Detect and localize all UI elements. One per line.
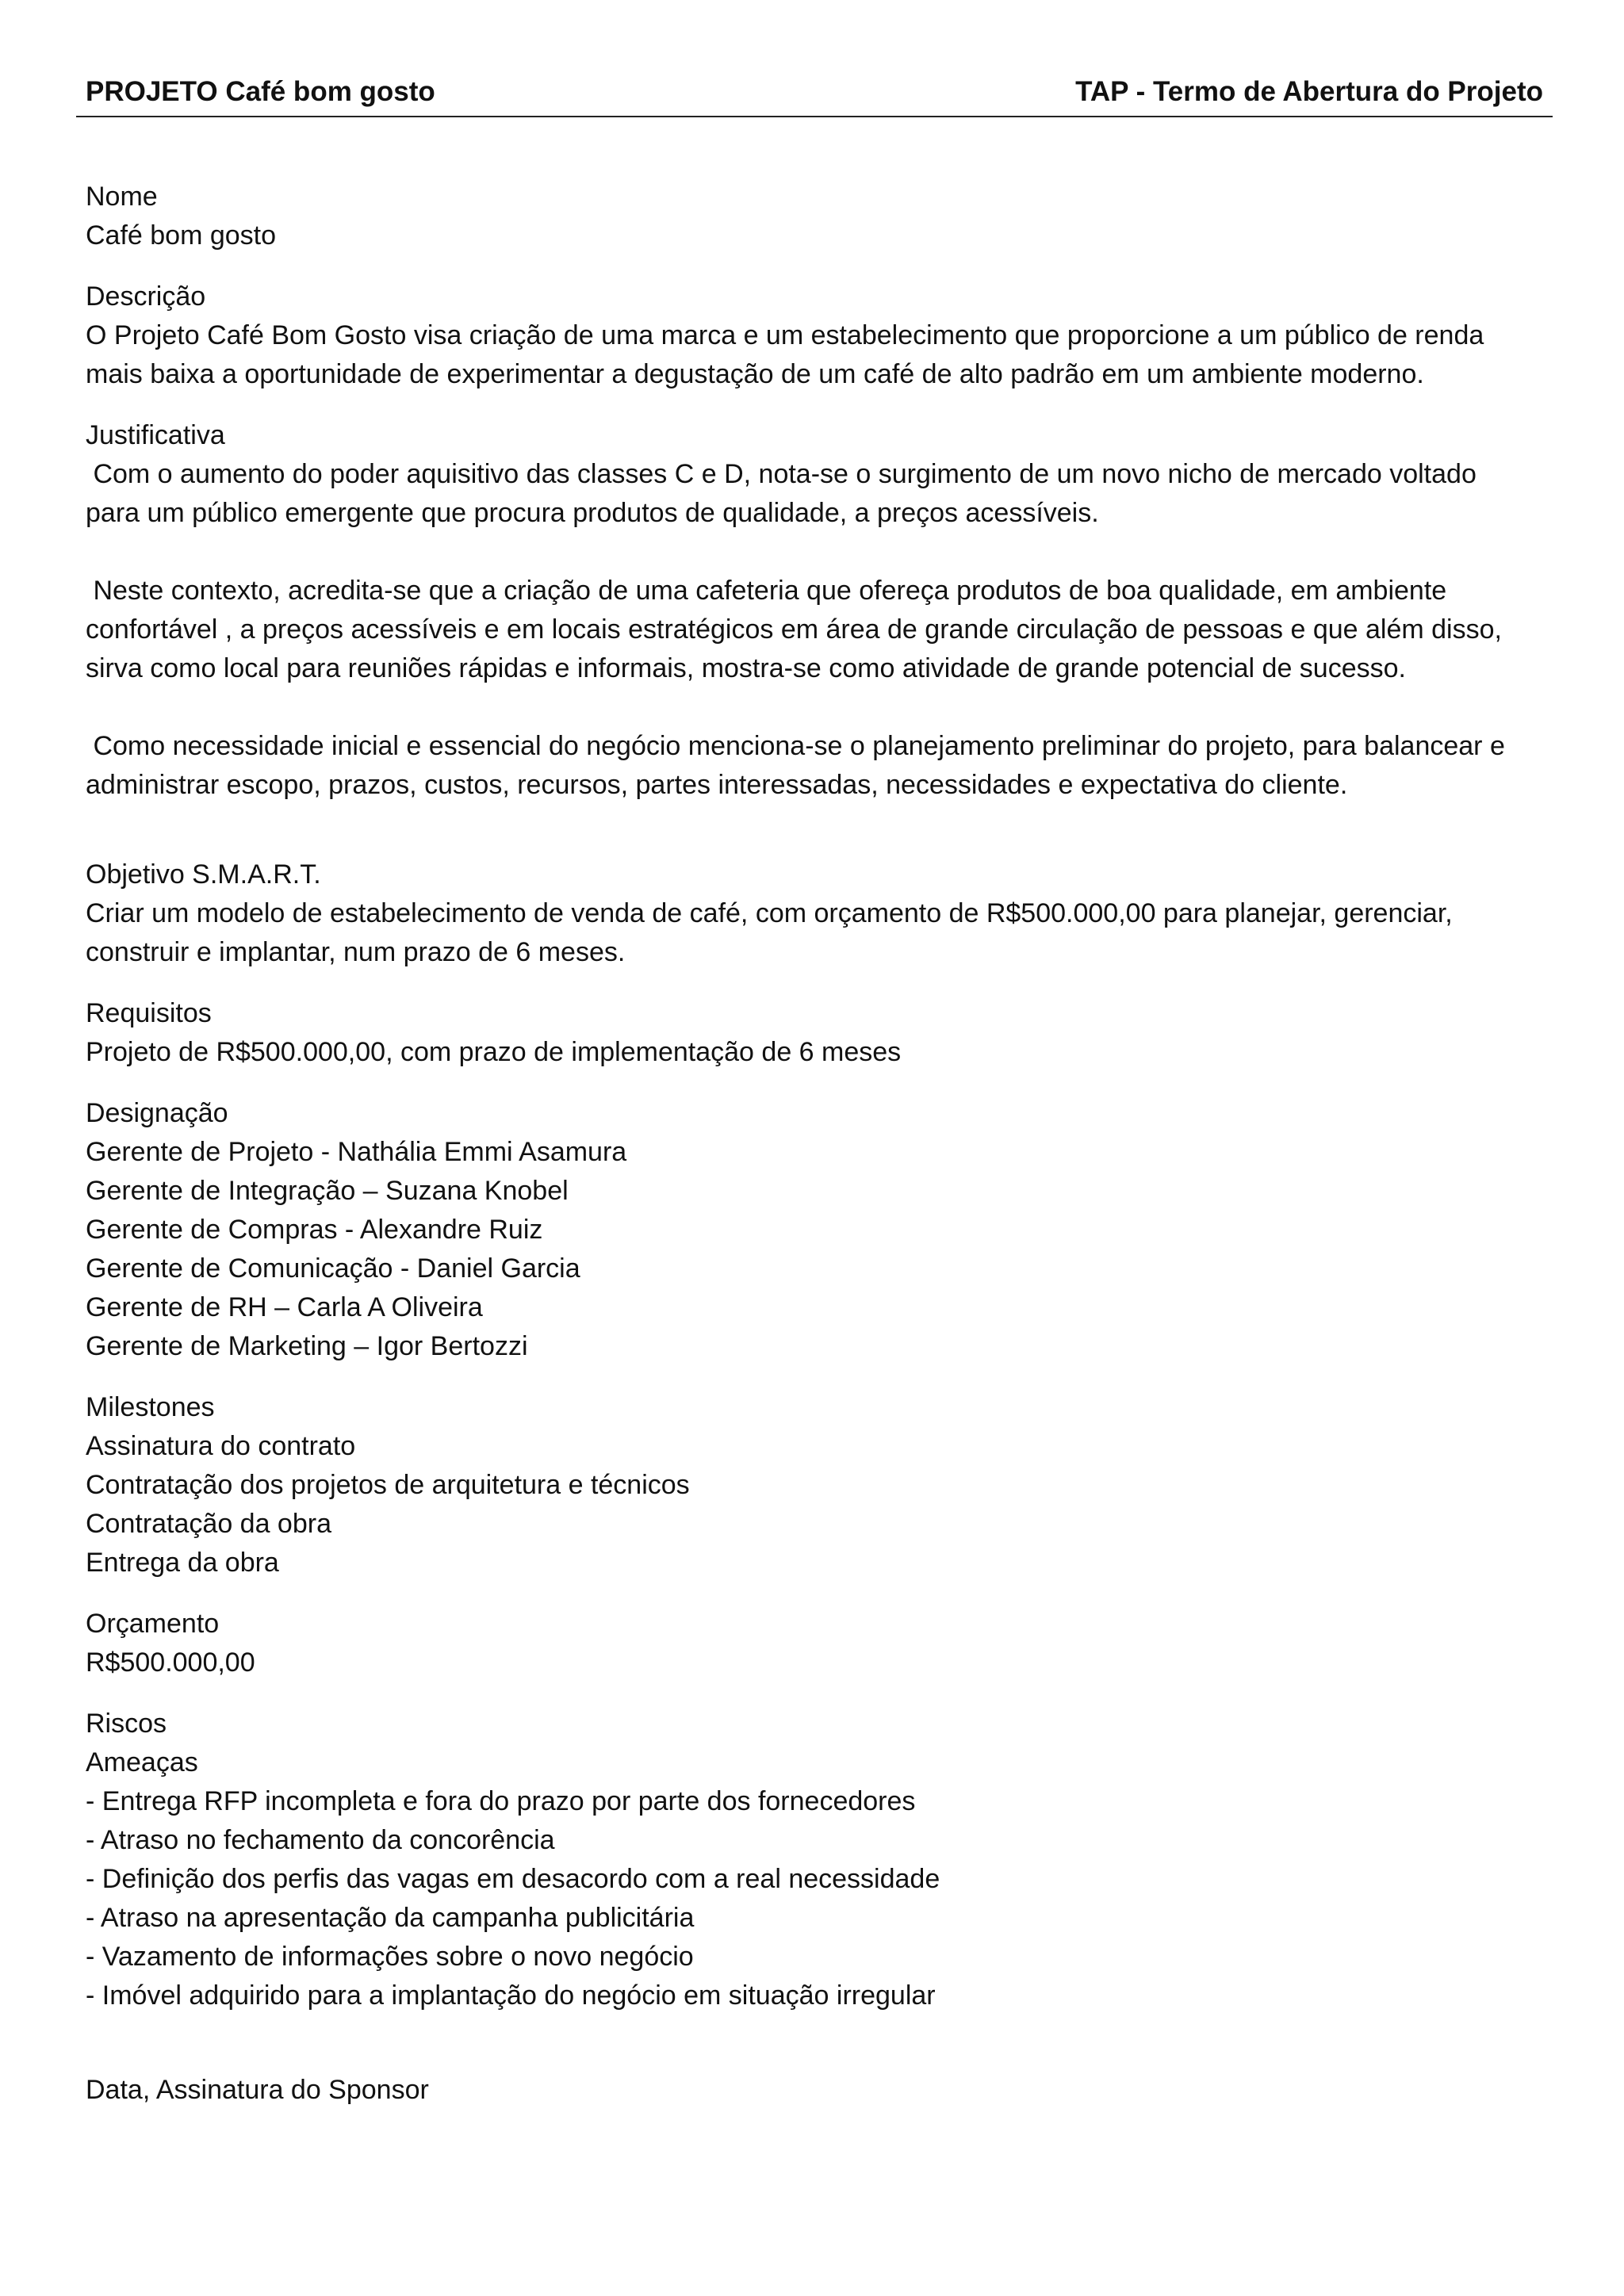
list-item: Gerente de Integração – Suzana Knobel xyxy=(86,1176,569,1206)
list-item: Entrega da obra xyxy=(86,1548,279,1578)
section-objetivo xyxy=(86,855,1545,972)
section-orcamento xyxy=(86,1605,1545,1682)
section-value: Projeto de R$500.000,00, com prazo de implementação de 6 meses xyxy=(86,1037,902,1067)
list-item: Assinatura do contrato xyxy=(86,1431,356,1461)
list-item: - Entrega RFP incompleta e fora do prazo por parte dos fornecedores xyxy=(86,1786,916,1816)
text-line: construir e implantar, num prazo de 6 meses. xyxy=(86,937,626,967)
text-line: sirva como local para reuniões rápidas e informais, mostra-se como atividade de grande potencial de sucesso. xyxy=(86,653,1406,683)
list-item: Contratação dos projetos de arquitetura e técnicos xyxy=(86,1470,690,1500)
section-label: Riscos xyxy=(86,1709,167,1739)
document-body xyxy=(86,178,1545,2132)
list-item: Gerente de Compras - Alexandre Ruiz xyxy=(86,1215,543,1245)
section-requisitos xyxy=(86,994,1545,1072)
list-item: Gerente de Marketing – Igor Bertozzi xyxy=(86,1331,528,1361)
section-label: Designação xyxy=(86,1098,228,1128)
list-item: - Imóvel adquirido para a implantação do negócio em situação irregular xyxy=(86,1980,936,2011)
section-value: R$500.000,00 xyxy=(86,1647,255,1678)
section-value: Café bom gosto xyxy=(86,220,277,251)
text-line: Criar um modelo de estabelecimento de venda de café, com orçamento de R$500.000,00 para planejar, gerenciar, xyxy=(86,898,1453,928)
list-item: Gerente de RH – Carla A Oliveira xyxy=(86,1292,483,1322)
section-label: Orçamento xyxy=(86,1609,220,1639)
text-line: Neste contexto, acredita-se que a criação de uma cafeteria que ofereça produtos de boa qualidade, em ambiente xyxy=(86,576,1447,606)
section-descricao xyxy=(86,277,1545,394)
text-line: confortável , a preços acessíveis e em locais estratégicos em área de grande circulação de pessoas e que além disso, xyxy=(86,614,1502,645)
section-assinatura xyxy=(86,2071,1545,2110)
section-label: Objetivo S.M.A.R.T. xyxy=(86,859,321,890)
section-nome xyxy=(86,178,1545,255)
section-label: Descrição xyxy=(86,281,206,312)
section-designacao xyxy=(86,1094,1545,1366)
text-line: administrar escopo, prazos, custos, recursos, partes interessadas, necessidades e expectativa do cliente. xyxy=(86,770,1348,800)
text-line: Como necessidade inicial e essencial do negócio menciona-se o planejamento preliminar do projeto, para balancear e xyxy=(86,731,1505,761)
list-item: Gerente de Comunicação - Daniel Garcia xyxy=(86,1253,580,1284)
text-line: Com o aumento do poder aquisitivo das classes C e D, nota-se o surgimento de um novo nicho de mercado voltado xyxy=(86,459,1477,489)
section-label: Requisitos xyxy=(86,998,212,1028)
document-type-title: TAP - Termo de Abertura do Projeto xyxy=(1075,76,1543,107)
section-label: Justificativa xyxy=(86,420,225,450)
text-line: mais baixa a oportunidade de experimentar a degustação de um café de alto padrão em um ambiente moderno. xyxy=(86,359,1424,389)
list-item: - Vazamento de informações sobre o novo negócio xyxy=(86,1942,694,1972)
section-label: Nome xyxy=(86,182,158,212)
section-label: Milestones xyxy=(86,1392,215,1422)
section-milestones xyxy=(86,1388,1545,1582)
section-justificativa xyxy=(86,416,1545,805)
section-riscos xyxy=(86,1705,1545,2015)
paragraph xyxy=(86,727,1545,805)
text-line: para um público emergente que procura produtos de qualidade, a preços acessíveis. xyxy=(86,498,1099,528)
text-line: O Projeto Café Bom Gosto visa criação de uma marca e um estabelecimento que proporcione a um público de renda xyxy=(86,320,1484,350)
page-header xyxy=(76,71,1553,117)
signature-label: Data, Assinatura do Sponsor xyxy=(86,2075,429,2105)
list-item: Gerente de Projeto - Nathália Emmi Asamura xyxy=(86,1137,627,1167)
paragraph xyxy=(86,455,1545,533)
list-item: Contratação da obra xyxy=(86,1509,331,1539)
section-sublabel: Ameaças xyxy=(86,1747,198,1777)
list-item: - Atraso na apresentação da campanha publicitária xyxy=(86,1903,695,1933)
project-title: PROJETO Café bom gosto xyxy=(86,76,435,107)
paragraph xyxy=(86,572,1545,688)
list-item: - Definição dos perfis das vagas em desacordo com a real necessidade xyxy=(86,1864,940,1894)
list-item: - Atraso no fechamento da concorência xyxy=(86,1825,555,1855)
